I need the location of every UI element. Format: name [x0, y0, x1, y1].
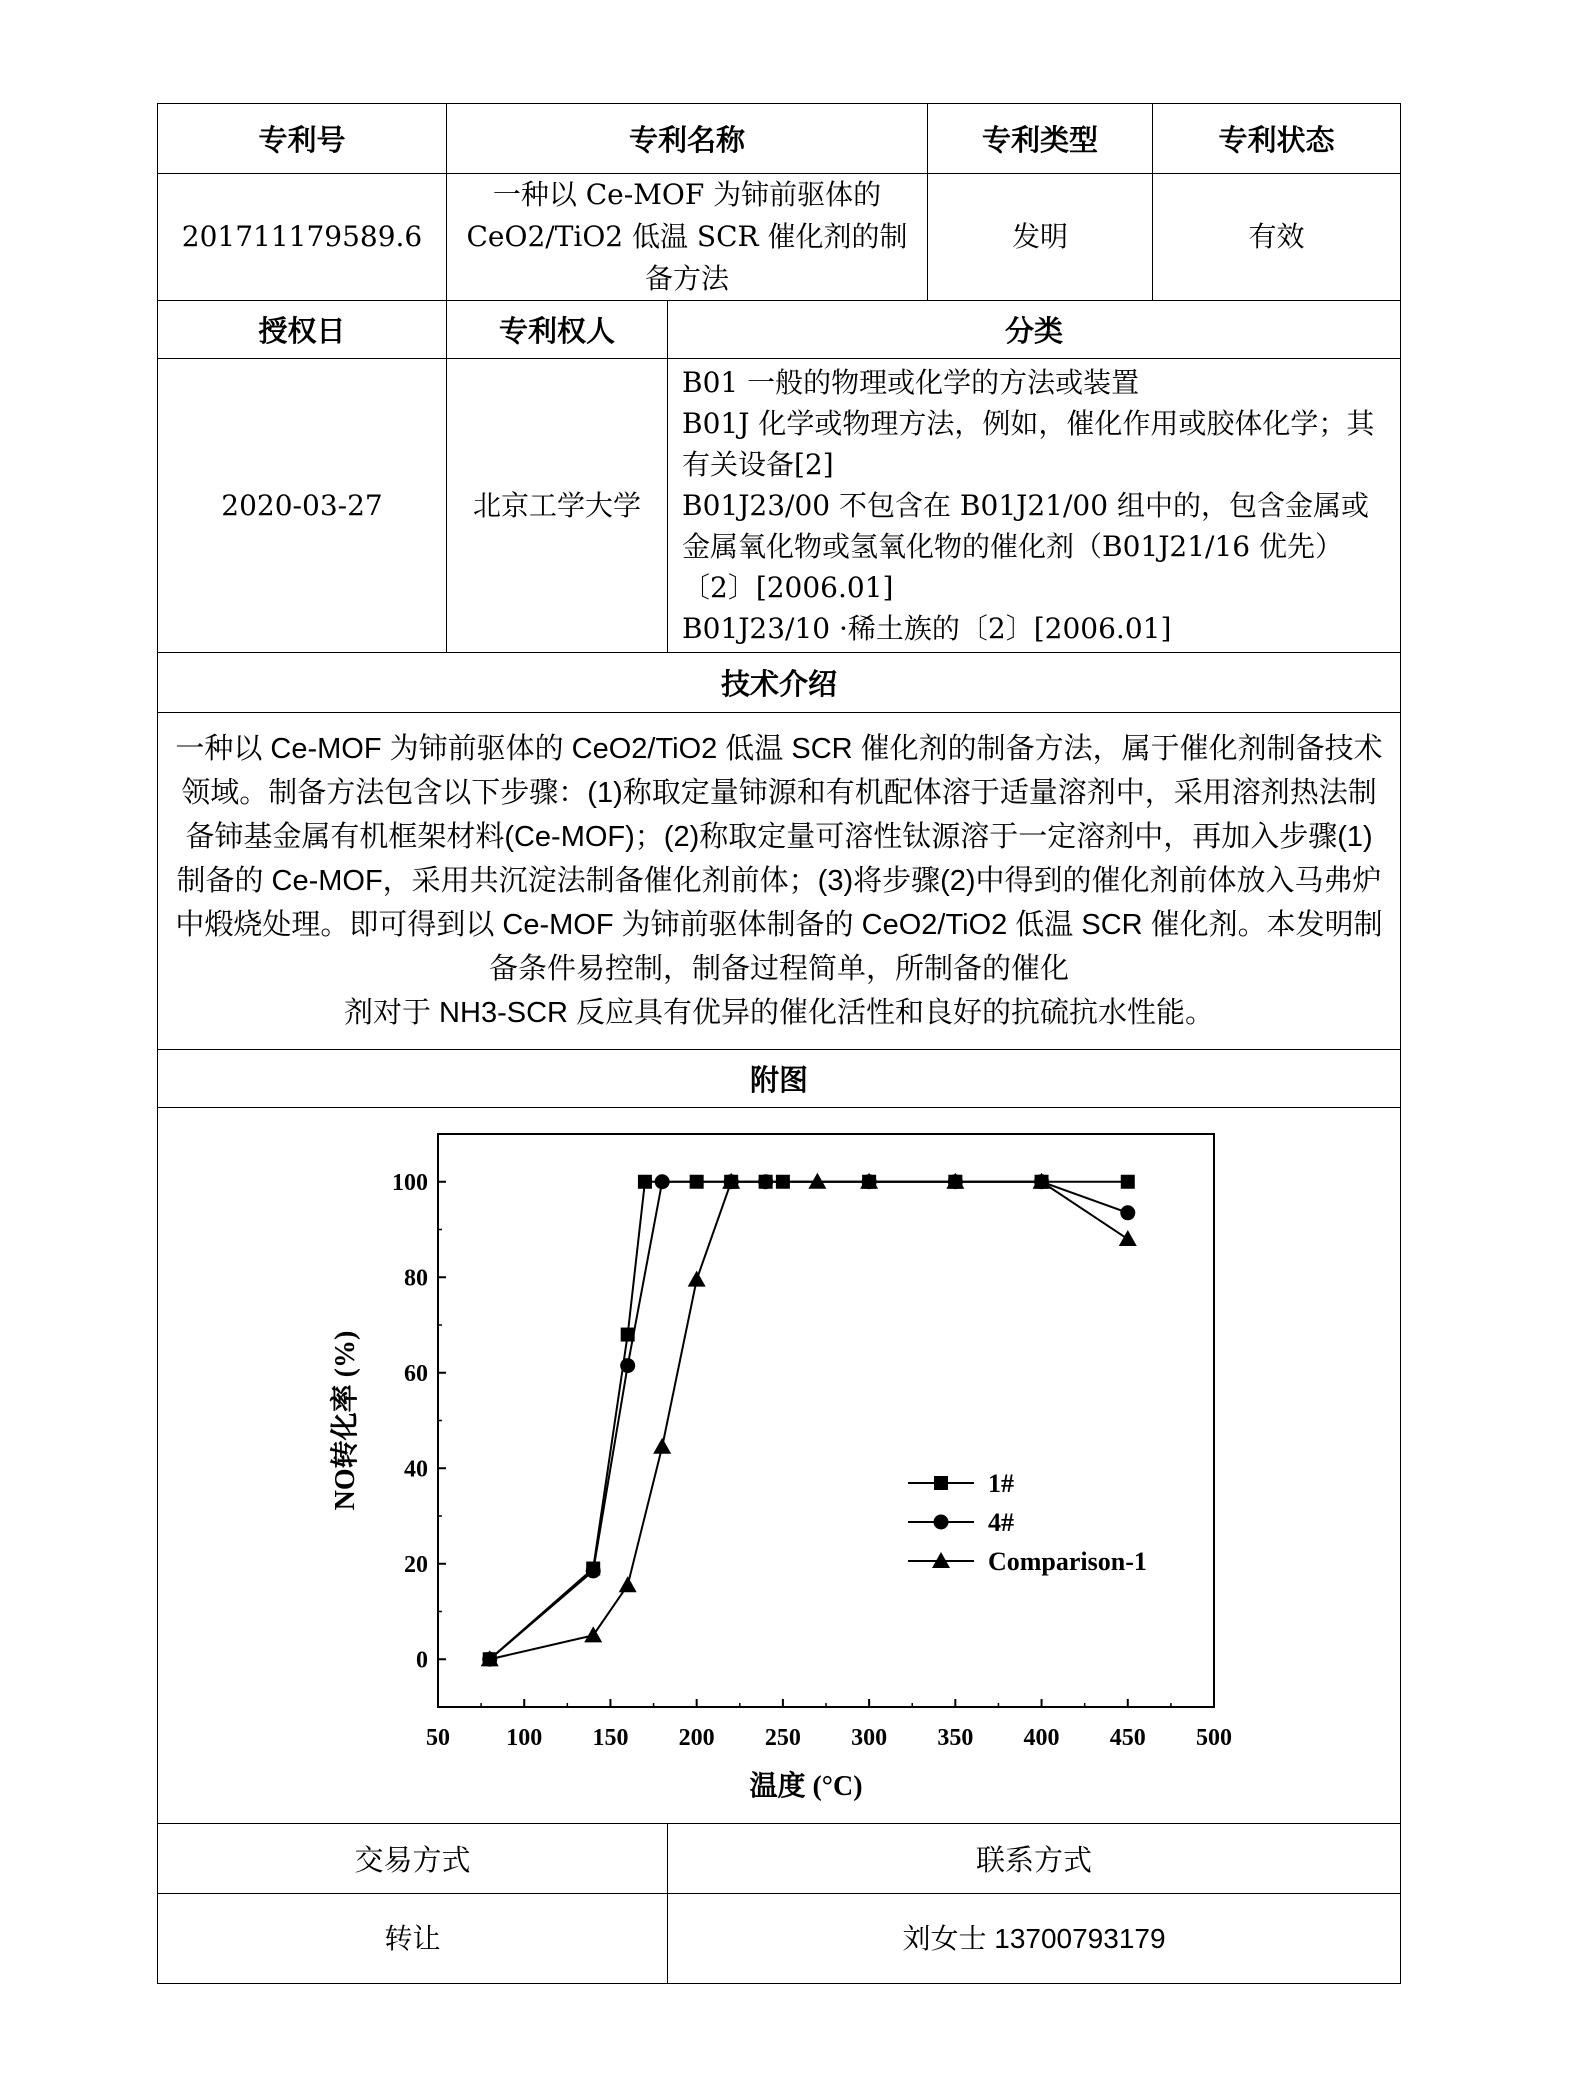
trade-method: 转让	[158, 1894, 668, 1984]
x-tick-label: 450	[1109, 1725, 1146, 1751]
data-point	[620, 1358, 635, 1373]
patent-status: 有效	[1153, 174, 1401, 301]
y-axis-label: NO转化率 (%)	[330, 1330, 361, 1511]
patent-table	[157, 103, 1401, 1984]
data-point	[655, 1174, 670, 1189]
legend-marker	[934, 1515, 949, 1530]
x-tick-label: 250	[764, 1725, 801, 1751]
y-tick-label: 20	[404, 1551, 428, 1578]
x-tick-label: 200	[678, 1725, 715, 1751]
series-line	[490, 1182, 1128, 1660]
legend-label: 4#	[988, 1508, 1014, 1537]
grant-date: 2020-03-27	[158, 359, 447, 653]
x-tick-label: 100	[506, 1725, 543, 1751]
x-tick-label: 500	[1196, 1725, 1232, 1751]
classification-list	[668, 359, 1401, 653]
y-tick-label: 40	[404, 1456, 428, 1483]
data-point	[619, 1576, 637, 1592]
classification-item: B01J23/00 不包含在 B01J21/00 组中的，包含金属或金属氧化物或氢氧化物的催化剂（B01J21/16 优先）〔2〕[2006.01]	[682, 489, 1369, 604]
contact: 刘女士 13700793179	[668, 1894, 1401, 1984]
classification-item: B01 一般的物理或化学的方法或装置	[682, 366, 1140, 399]
y-tick-label: 60	[404, 1360, 428, 1387]
intro-text: 一种以 Ce-MOF 为铈前驱体的 CeO2/TiO2 低温 SCR 催化剂的制备方法，属于催化剂制备技术领域。制备方法包含以下步骤：(1)称取定量铈源和有机配体溶于适量溶剂中，采用溶剂热法制备铈基金属有机框架材料(Ce-MOF)；(2)称取定量可溶性钛源溶于一定溶剂中，再加入步骤(1)制备的 Ce-MOF，采用共沉淀法制备催化剂前体；(3)将步骤(2)中得到的催化剂前体放入马弗炉中煅烧处理。即可得到以 Ce-MOF 为铈前驱体制备的 CeO2/TiO2 低温 SCR 催化剂。本发明制备条件易控制，制备过程简单，所制备的催化	[175, 733, 1383, 985]
legend-label: 1#	[988, 1469, 1014, 1498]
x-tick-label: 50	[426, 1725, 450, 1751]
legend-marker	[934, 1476, 948, 1490]
figure-cell	[158, 1108, 1401, 1824]
classification-item: B01J 化学或物理方法，例如，催化作用或胶体化学；其有关设备[2]	[682, 407, 1375, 481]
intro-body	[158, 713, 1401, 1050]
intro-title: 技术介绍	[158, 653, 1401, 713]
intro-text-last: 剂对于 NH3-SCR 反应具有优异的催化活性和良好的抗硫抗水性能。	[344, 997, 1215, 1029]
header-trade-method: 交易方式	[158, 1824, 668, 1894]
classification-item: B01J23/10 ·稀土族的〔2〕[2006.01]	[682, 612, 1172, 645]
patent-document	[157, 103, 1400, 1977]
header-classification: 分类	[668, 301, 1401, 359]
y-tick-label: 0	[416, 1647, 428, 1674]
data-point	[586, 1563, 601, 1578]
y-tick-label: 100	[392, 1169, 428, 1196]
header-contact: 联系方式	[668, 1824, 1401, 1894]
series-line	[490, 1182, 1128, 1660]
x-tick-label: 400	[1023, 1725, 1060, 1751]
header-patent-type: 专利类型	[928, 104, 1153, 174]
data-point	[688, 1271, 706, 1287]
data-point	[653, 1438, 671, 1454]
header-grant-date: 授权日	[158, 301, 447, 359]
x-tick-label: 300	[851, 1725, 888, 1751]
x-tick-label: 150	[592, 1725, 629, 1751]
patent-number: 201711179589.6	[158, 174, 447, 301]
data-point	[1121, 1175, 1135, 1189]
legend-label: Comparison-1	[988, 1547, 1147, 1576]
data-point	[1120, 1205, 1135, 1220]
data-point	[1119, 1230, 1137, 1246]
header-patent-no: 专利号	[158, 104, 447, 174]
figure-title: 附图	[158, 1050, 1401, 1108]
header-patent-status: 专利状态	[1153, 104, 1401, 174]
x-axis-label: 温度 (°C)	[749, 1771, 863, 1802]
conversion-chart	[158, 1108, 1401, 1819]
y-tick-label: 80	[404, 1265, 428, 1292]
header-patent-name: 专利名称	[447, 104, 928, 174]
patent-type: 发明	[928, 174, 1153, 301]
data-point	[584, 1626, 602, 1642]
header-patentee: 专利权人	[447, 301, 668, 359]
x-tick-label: 350	[937, 1725, 974, 1751]
data-point	[638, 1175, 652, 1189]
patent-name: 一种以 Ce-MOF 为铈前驱体的 CeO2/TiO2 低温 SCR 催化剂的制备方法	[447, 174, 928, 301]
patentee: 北京工学大学	[447, 359, 668, 653]
series-line	[490, 1182, 1128, 1660]
